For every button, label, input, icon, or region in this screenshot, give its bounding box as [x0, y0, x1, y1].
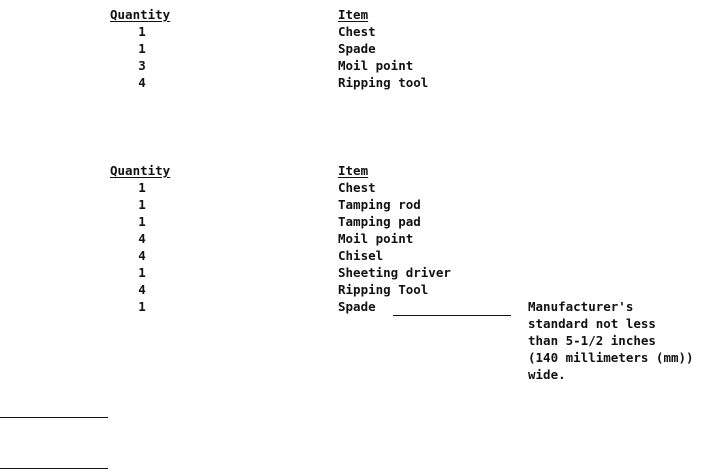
table2-item-header: Item [338, 163, 369, 178]
item-cell: Spade [338, 299, 376, 314]
quantity-cell: 1 [138, 265, 146, 280]
item-cell: Ripping tool [338, 75, 429, 90]
item-cell: Chest [338, 24, 376, 39]
quantity-cell: 1 [138, 41, 146, 56]
item-cell: Chisel [338, 248, 384, 263]
leader-line [393, 315, 511, 316]
note-line: than 5-1/2 inches [528, 333, 656, 348]
table1-quantity-header: Quantity [110, 7, 171, 22]
quantity-cell: 4 [138, 75, 146, 90]
table1-item-header: Item [338, 7, 369, 22]
item-cell: Spade [338, 41, 376, 56]
footnote-divider [0, 417, 108, 418]
item-cell: Sheeting driver [338, 265, 451, 280]
item-cell: Chest [338, 180, 376, 195]
item-cell: Tamping rod [338, 197, 421, 212]
item-cell: Tamping pad [338, 214, 421, 229]
quantity-cell: 1 [138, 24, 146, 39]
item-cell: Moil point [338, 58, 414, 73]
note-line: Manufacturer's [528, 299, 634, 314]
quantity-cell: 1 [138, 299, 146, 314]
table2-quantity-header: Quantity [110, 163, 171, 178]
quantity-cell: 4 [138, 248, 146, 263]
quantity-cell: 1 [138, 197, 146, 212]
note-line: wide. [528, 367, 566, 382]
quantity-cell: 1 [138, 180, 146, 195]
item-cell: Ripping Tool [338, 282, 429, 297]
item-cell: Moil point [338, 231, 414, 246]
quantity-cell: 3 [138, 58, 146, 73]
footnote-divider [0, 468, 108, 469]
note-line: (140 millimeters (mm)) [528, 350, 694, 365]
quantity-cell: 4 [138, 231, 146, 246]
note-line: standard not less [528, 316, 656, 331]
quantity-cell: 1 [138, 214, 146, 229]
quantity-cell: 4 [138, 282, 146, 297]
